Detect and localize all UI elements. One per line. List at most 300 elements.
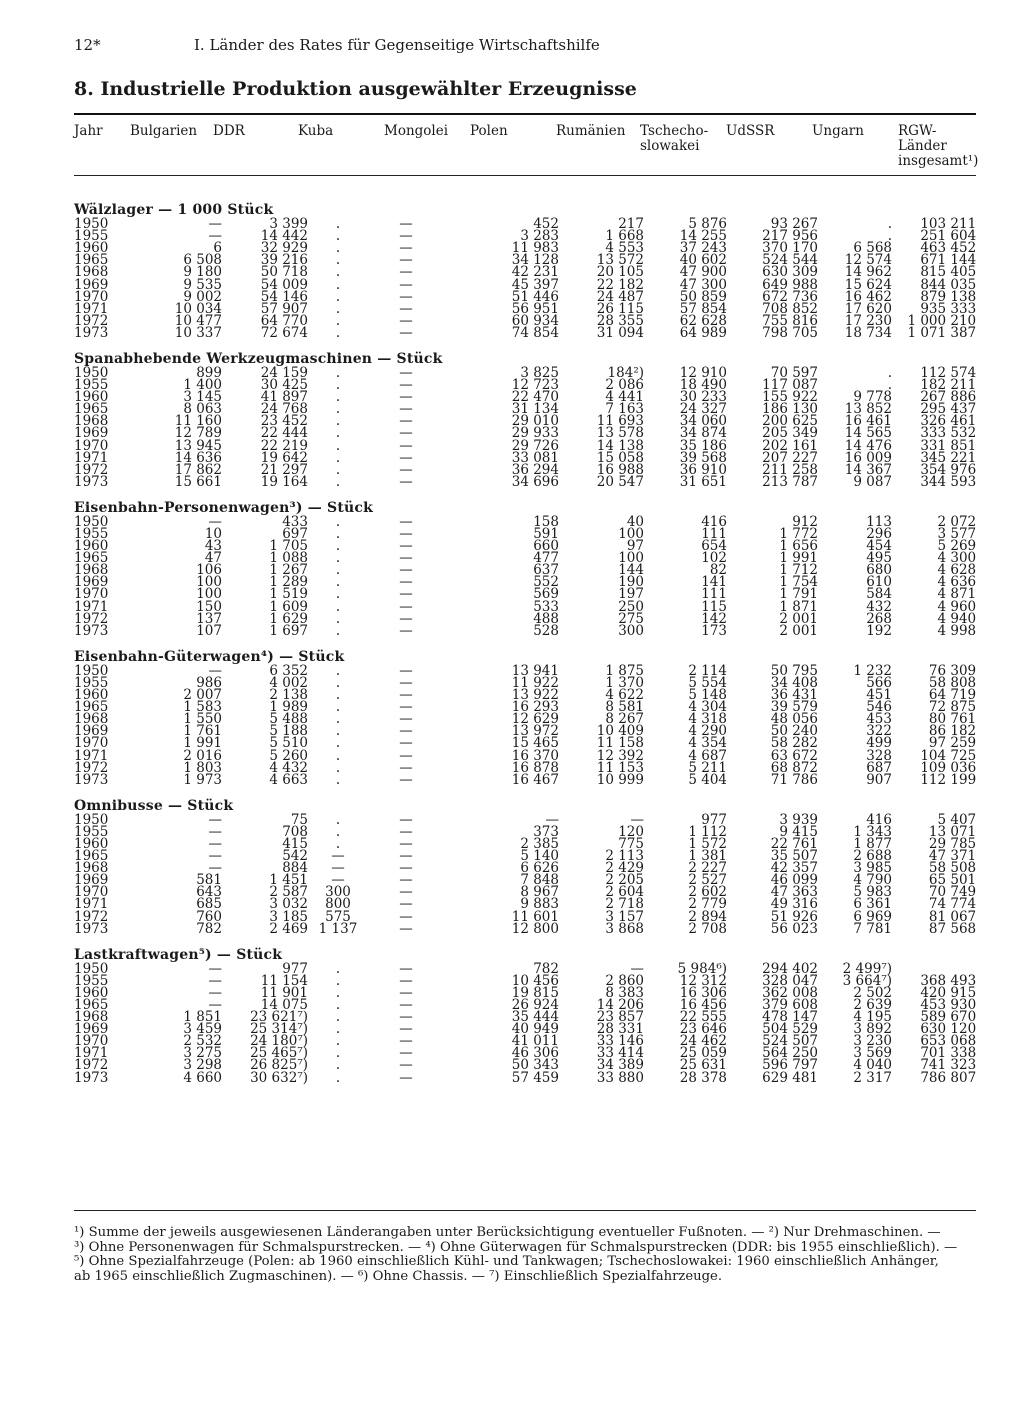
- cell-tschechoslowakei: 14 255: [679, 228, 727, 245]
- cell-udssr: 71 786: [770, 771, 818, 788]
- cell-tschechoslowakei: 115: [701, 598, 727, 615]
- cell-ddr: 24 159: [260, 364, 308, 381]
- cell-year: 1970: [74, 1033, 109, 1050]
- cell-tschechoslowakei: 82: [709, 562, 727, 579]
- cell-kuba: .: [335, 377, 341, 394]
- cell-year: 1950: [74, 960, 109, 977]
- cell-mongolei: —: [399, 674, 413, 691]
- cell-udssr: 42 357: [770, 860, 818, 877]
- cell-udssr: 564 250: [762, 1045, 818, 1062]
- cell-polen: 45 397: [511, 276, 559, 293]
- cell-tschechoslowakei: 142: [701, 610, 727, 627]
- cell-udssr: 504 529: [762, 1021, 818, 1038]
- cell-ungarn: 15 624: [844, 276, 892, 293]
- cell-ungarn: 13 852: [844, 401, 892, 418]
- cell-bulgarien: 6: [213, 240, 222, 257]
- cell-kuba: .: [335, 984, 341, 1001]
- cell-mongolei: —: [399, 526, 413, 543]
- cell-ddr: 3 032: [269, 896, 308, 913]
- cell-tschechoslowakei: 18 490: [679, 377, 727, 394]
- table-row: [74, 923, 976, 935]
- cell-year: 1955: [74, 674, 109, 691]
- cell-ungarn: 268: [866, 610, 892, 627]
- cell-year: 1965: [74, 699, 109, 716]
- cell-tschechoslowakei: 25 631: [679, 1057, 727, 1074]
- cell-ungarn: 416: [866, 811, 892, 828]
- cell-rumaenien: 13 578: [596, 425, 644, 442]
- cell-bulgarien: —: [208, 811, 222, 828]
- cell-rumaenien: 3 157: [605, 908, 644, 925]
- section-header: [74, 488, 976, 516]
- cell-udssr: 1 791: [779, 586, 818, 603]
- cell-year: 1973: [74, 771, 109, 788]
- cell-mongolei: —: [399, 364, 413, 381]
- cell-ungarn: 907: [866, 771, 892, 788]
- column-header-rumaenien: Rumänien: [556, 123, 626, 139]
- cell-udssr: 1 871: [779, 598, 818, 615]
- cell-year: 1955: [74, 377, 109, 394]
- cell-bulgarien: 10 337: [174, 324, 222, 341]
- cell-udssr: 211 258: [762, 461, 818, 478]
- cell-tschechoslowakei: 2 527: [688, 872, 727, 889]
- table-title: 8. Industrielle Produktion ausgewählter Erzeugnisse: [74, 78, 637, 100]
- cell-ungarn: .: [887, 377, 892, 394]
- cell-rgw-total: 267 886: [920, 389, 977, 406]
- cell-ungarn: .: [887, 216, 892, 233]
- cell-udssr: 1 991: [779, 550, 818, 567]
- cell-ungarn: 2 639: [853, 997, 892, 1014]
- cell-mongolei: —: [399, 216, 413, 233]
- cell-bulgarien: 9 180: [183, 264, 222, 281]
- cell-udssr: 912: [792, 513, 818, 530]
- cell-ddr: 1 705: [269, 538, 308, 555]
- cell-rumaenien: 14 138: [596, 437, 644, 454]
- cell-udssr: 524 507: [762, 1033, 818, 1050]
- cell-ddr: 542: [282, 848, 308, 865]
- cell-ungarn: 328: [866, 747, 892, 764]
- cell-mongolei: —: [399, 622, 413, 639]
- cell-year: 1972: [74, 610, 109, 627]
- column-header-kuba: Kuba: [298, 123, 334, 139]
- cell-ungarn: 9 087: [853, 473, 892, 490]
- cell-kuba: .: [335, 997, 341, 1014]
- cell-rgw-total: 104 725: [920, 747, 977, 764]
- cell-udssr: 9 415: [779, 823, 818, 840]
- cell-year: 1971: [74, 449, 109, 466]
- cell-kuba: .: [335, 1021, 341, 1038]
- cell-bulgarien: 100: [196, 574, 222, 591]
- cell-kuba: .: [335, 687, 341, 704]
- column-header-udssr: UdSSR: [726, 123, 775, 139]
- cell-ddr: 23 621⁷): [250, 1009, 308, 1026]
- cell-kuba: —: [331, 860, 345, 877]
- cell-tschechoslowakei: 24 462: [679, 1033, 727, 1050]
- cell-mongolei: —: [399, 461, 413, 478]
- cell-rgw-total: 97 259: [928, 735, 977, 752]
- cell-mongolei: —: [399, 687, 413, 704]
- cell-rumaenien: 33 146: [596, 1033, 644, 1050]
- cell-rgw-total: 29 785: [928, 835, 977, 852]
- cell-udssr: 117 087: [762, 377, 818, 394]
- cell-rgw-total: 453 930: [920, 997, 977, 1014]
- cell-tschechoslowakei: 57 854: [679, 300, 727, 317]
- cell-kuba: .: [335, 473, 341, 490]
- cell-udssr: 34 408: [770, 674, 818, 691]
- cell-mongolei: —: [399, 848, 413, 865]
- cell-kuba: .: [335, 324, 341, 341]
- cell-mongolei: —: [399, 1021, 413, 1038]
- cell-polen: 13 941: [511, 662, 559, 679]
- cell-polen: 13 922: [511, 687, 559, 704]
- cell-ddr: 41 897: [260, 389, 308, 406]
- cell-rgw-total: 109 036: [920, 759, 977, 776]
- cell-rumaenien: 144: [618, 562, 644, 579]
- cell-kuba: .: [335, 216, 341, 233]
- cell-ddr: 1 451: [269, 872, 308, 889]
- cell-ddr: 23 452: [260, 413, 308, 430]
- cell-year: 1971: [74, 300, 109, 317]
- cell-udssr: 1 772: [779, 526, 818, 543]
- cell-rumaenien: 4 622: [605, 687, 644, 704]
- running-title: I. Länder des Rates für Gegenseitige Wirtschaftshilfe: [194, 36, 600, 54]
- cell-mongolei: —: [399, 413, 413, 430]
- cell-year: 1965: [74, 401, 109, 418]
- cell-udssr: 56 023: [770, 920, 818, 937]
- cell-bulgarien: 47: [204, 550, 222, 567]
- cell-bulgarien: 13 945: [174, 437, 222, 454]
- cell-rgw-total: 879 138: [920, 288, 977, 305]
- cell-udssr: 58 282: [770, 735, 818, 752]
- cell-bulgarien: —: [208, 972, 222, 989]
- cell-kuba: .: [335, 1057, 341, 1074]
- cell-tschechoslowakei: 30 233: [679, 389, 727, 406]
- cell-kuba: .: [335, 300, 341, 317]
- cell-ungarn: 2 502: [853, 984, 892, 1001]
- cell-polen: 41 011: [511, 1033, 559, 1050]
- cell-udssr: 202 161: [762, 437, 818, 454]
- cell-ungarn: 6 361: [853, 896, 892, 913]
- cell-bulgarien: 8 063: [183, 401, 222, 418]
- table-row: [74, 476, 976, 488]
- cell-rumaenien: 217: [618, 216, 644, 233]
- cell-mongolei: —: [399, 598, 413, 615]
- cell-rgw-total: 86 182: [928, 723, 977, 740]
- cell-ddr: 884: [282, 860, 308, 877]
- cell-kuba: .: [335, 513, 341, 530]
- cell-tschechoslowakei: 4 290: [688, 723, 727, 740]
- cell-bulgarien: 150: [196, 598, 222, 615]
- cell-kuba: .: [335, 550, 341, 567]
- cell-year: 1973: [74, 622, 109, 639]
- cell-year: 1972: [74, 461, 109, 478]
- cell-rumaenien: 10 409: [596, 723, 644, 740]
- cell-rumaenien: 20 105: [596, 264, 644, 281]
- cell-polen: 15 465: [511, 735, 559, 752]
- cell-polen: 552: [533, 574, 559, 591]
- cell-polen: 51 446: [511, 288, 559, 305]
- cell-polen: 60 934: [511, 312, 559, 329]
- cell-bulgarien: 137: [196, 610, 222, 627]
- cell-rgw-total: 331 851: [920, 437, 977, 454]
- cell-rgw-total: 344 593: [920, 473, 977, 490]
- cell-ddr: 54 146: [260, 288, 308, 305]
- cell-kuba: —: [331, 872, 345, 889]
- cell-udssr: 3 939: [779, 811, 818, 828]
- cell-rumaenien: 100: [618, 526, 644, 543]
- cell-tschechoslowakei: 4 354: [688, 735, 727, 752]
- cell-bulgarien: 2 532: [183, 1033, 222, 1050]
- cell-mongolei: —: [399, 1057, 413, 1074]
- cell-tschechoslowakei: 37 243: [679, 240, 727, 257]
- cell-bulgarien: 17 862: [174, 461, 222, 478]
- cell-rgw-total: 463 452: [920, 240, 977, 257]
- table-row: [74, 625, 976, 637]
- cell-year: 1955: [74, 526, 109, 543]
- cell-ungarn: 192: [866, 622, 892, 639]
- cell-kuba: .: [335, 425, 341, 442]
- cell-tschechoslowakei: 50 859: [679, 288, 727, 305]
- cell-udssr: 200 625: [762, 413, 818, 430]
- cell-rumaenien: 2 860: [605, 972, 644, 989]
- cell-rumaenien: 1 370: [605, 674, 644, 691]
- cell-tschechoslowakei: 1 112: [688, 823, 727, 840]
- cell-tschechoslowakei: 35 186: [679, 437, 727, 454]
- cell-mongolei: —: [399, 312, 413, 329]
- cell-year: 1973: [74, 473, 109, 490]
- cell-rgw-total: 4 940: [937, 610, 977, 627]
- cell-rgw-total: 630 120: [920, 1021, 977, 1038]
- cell-rumaenien: 12 392: [596, 747, 644, 764]
- cell-polen: 3 825: [520, 364, 559, 381]
- cell-bulgarien: —: [208, 848, 222, 865]
- cell-udssr: 50 240: [770, 723, 818, 740]
- cell-bulgarien: 1 851: [183, 1009, 222, 1026]
- cell-tschechoslowakei: 5 984⁶): [677, 960, 727, 977]
- column-header-polen: Polen: [470, 123, 508, 139]
- running-header: [74, 36, 974, 54]
- cell-ddr: 24 768: [260, 401, 308, 418]
- cell-year: 1970: [74, 437, 109, 454]
- cell-ungarn: 584: [866, 586, 892, 603]
- cell-kuba: .: [335, 823, 341, 840]
- cell-year: 1950: [74, 662, 109, 679]
- cell-ungarn: 453: [866, 711, 892, 728]
- cell-ungarn: 113: [866, 513, 892, 530]
- cell-tschechoslowakei: 36 910: [679, 461, 727, 478]
- cell-ungarn: 9 778: [853, 389, 892, 406]
- cell-year: 1969: [74, 723, 109, 740]
- cell-rumaenien: 4 553: [605, 240, 644, 257]
- cell-udssr: 672 736: [762, 288, 818, 305]
- cell-year: 1972: [74, 312, 109, 329]
- cell-rumaenien: 26 115: [596, 300, 644, 317]
- cell-rumaenien: 40: [626, 513, 644, 530]
- cell-tschechoslowakei: 2 602: [688, 884, 727, 901]
- cell-bulgarien: 782: [196, 920, 222, 937]
- cell-kuba: 575: [325, 908, 351, 925]
- cell-rumaenien: 33 880: [596, 1069, 644, 1086]
- cell-kuba: .: [335, 538, 341, 555]
- cell-ungarn: 454: [866, 538, 892, 555]
- cell-rgw-total: 786 807: [920, 1069, 977, 1086]
- cell-ungarn: 12 574: [844, 252, 892, 269]
- cell-tschechoslowakei: 4 318: [688, 711, 727, 728]
- cell-bulgarien: 3 275: [183, 1045, 222, 1062]
- cell-rgw-total: 935 333: [920, 300, 977, 317]
- cell-rgw-total: 5 407: [937, 811, 977, 828]
- cell-tschechoslowakei: 12 910: [679, 364, 727, 381]
- cell-tschechoslowakei: 16 456: [679, 997, 727, 1014]
- cell-ddr: 3 185: [269, 908, 308, 925]
- cell-bulgarien: 2 016: [183, 747, 222, 764]
- cell-bulgarien: 3 145: [183, 389, 222, 406]
- cell-mongolei: —: [399, 1033, 413, 1050]
- cell-rgw-total: 251 604: [920, 228, 977, 245]
- cell-year: 1969: [74, 276, 109, 293]
- cell-rumaenien: 300: [618, 622, 644, 639]
- cell-udssr: 93 267: [770, 216, 818, 233]
- cell-kuba: .: [335, 811, 341, 828]
- cell-udssr: 36 431: [770, 687, 818, 704]
- cell-ddr: 25 314⁷): [250, 1021, 308, 1038]
- cell-tschechoslowakei: 28 378: [679, 1069, 727, 1086]
- cell-rumaenien: —: [630, 960, 644, 977]
- cell-rgw-total: 326 461: [920, 413, 977, 430]
- cell-ungarn: 14 565: [844, 425, 892, 442]
- cell-tschechoslowakei: 2 779: [688, 896, 727, 913]
- section-title: Eisenbahn-Güterwagen⁴) — Stück: [74, 648, 345, 665]
- cell-ddr: 1 289: [269, 574, 308, 591]
- cell-kuba: .: [335, 960, 341, 977]
- cell-rumaenien: 2 718: [605, 896, 644, 913]
- cell-mongolei: —: [399, 835, 413, 852]
- cell-bulgarien: 1 973: [183, 771, 222, 788]
- cell-polen: 57 459: [511, 1069, 559, 1086]
- cell-polen: 40 949: [511, 1021, 559, 1038]
- cell-ddr: 4 663: [269, 771, 308, 788]
- section-title: Wälzlager — 1 000 Stück: [74, 202, 274, 218]
- cell-rgw-total: 76 309: [928, 662, 977, 679]
- cell-rumaenien: 28 331: [596, 1021, 644, 1038]
- cell-mongolei: —: [399, 997, 413, 1014]
- cell-polen: 29 726: [511, 437, 559, 454]
- cell-polen: 3 283: [520, 228, 559, 245]
- cell-year: 1973: [74, 324, 109, 341]
- cell-ungarn: 17 230: [844, 312, 892, 329]
- cell-udssr: 294 402: [762, 960, 818, 977]
- cell-ddr: 1 697: [269, 622, 308, 639]
- cell-polen: 34 696: [511, 473, 559, 490]
- cell-ungarn: 3 664⁷): [842, 972, 892, 989]
- cell-bulgarien: —: [208, 860, 222, 877]
- cell-bulgarien: 1 550: [183, 711, 222, 728]
- cell-rumaenien: 8 581: [605, 699, 644, 716]
- cell-mongolei: —: [399, 377, 413, 394]
- cell-tschechoslowakei: 2 708: [688, 920, 727, 937]
- cell-bulgarien: 1 400: [183, 377, 222, 394]
- cell-bulgarien: 106: [196, 562, 222, 579]
- cell-rumaenien: 11 153: [596, 759, 644, 776]
- cell-tschechoslowakei: 2 114: [688, 662, 727, 679]
- cell-ungarn: 3 985: [853, 860, 892, 877]
- section-header: [74, 637, 976, 665]
- cell-rumaenien: 184²): [607, 364, 644, 381]
- cell-kuba: .: [335, 401, 341, 418]
- cell-udssr: 46 099: [770, 872, 818, 889]
- cell-rgw-total: 701 338: [920, 1045, 977, 1062]
- cell-ddr: 21 297: [260, 461, 308, 478]
- cell-polen: 660: [533, 538, 559, 555]
- cell-year: 1950: [74, 364, 109, 381]
- cell-ungarn: 1 343: [853, 823, 892, 840]
- cell-rgw-total: 5 269: [937, 538, 977, 555]
- cell-rumaenien: 1 668: [605, 228, 644, 245]
- cell-rgw-total: 354 976: [920, 461, 977, 478]
- cell-tschechoslowakei: 111: [701, 526, 727, 543]
- cell-ddr: 1 519: [269, 586, 308, 603]
- cell-mongolei: —: [399, 1009, 413, 1026]
- cell-ungarn: 2 499⁷): [842, 960, 892, 977]
- cell-rgw-total: 4 628: [937, 562, 977, 579]
- section-title: Lastkraftwagen⁵) — Stück: [74, 946, 283, 963]
- cell-bulgarien: 4 660: [183, 1069, 222, 1086]
- cell-rumaenien: 275: [618, 610, 644, 627]
- cell-polen: 12 800: [511, 920, 559, 937]
- cell-year: 1969: [74, 425, 109, 442]
- cell-kuba: 800: [325, 896, 351, 913]
- cell-year: 1973: [74, 1069, 109, 1086]
- cell-polen: 36 294: [511, 461, 559, 478]
- cell-kuba: .: [335, 662, 341, 679]
- cell-mongolei: —: [399, 437, 413, 454]
- cell-ddr: 14 442: [260, 228, 308, 245]
- cell-mongolei: —: [399, 473, 413, 490]
- cell-ddr: 1 609: [269, 598, 308, 615]
- cell-rgw-total: 13 071: [928, 823, 977, 840]
- cell-rgw-total: 112 199: [920, 771, 977, 788]
- cell-ungarn: 451: [866, 687, 892, 704]
- cell-year: 1965: [74, 848, 109, 865]
- cell-ddr: 433: [282, 513, 308, 530]
- cell-mongolei: —: [399, 984, 413, 1001]
- cell-rgw-total: 345 221: [920, 449, 977, 466]
- cell-ddr: 64 770: [260, 312, 308, 329]
- cell-year: 1960: [74, 687, 109, 704]
- cell-tschechoslowakei: 416: [701, 513, 727, 530]
- cell-polen: 2 385: [520, 835, 559, 852]
- cell-udssr: 370 170: [762, 240, 818, 257]
- cell-mongolei: —: [399, 747, 413, 764]
- cell-ungarn: 2 688: [853, 848, 892, 865]
- cell-polen: 22 470: [511, 389, 559, 406]
- cell-tschechoslowakei: 1 572: [688, 835, 727, 852]
- cell-kuba: .: [335, 1009, 341, 1026]
- footnote-line: ³) Ohne Personenwagen für Schmalspurstrecken. — ⁴) Ohne Güterwagen für Schmalspurstrecken (DDR: bis 1955 einschließlich). —: [74, 1239, 958, 1255]
- cell-udssr: 708 852: [762, 300, 818, 317]
- cell-year: 1970: [74, 884, 109, 901]
- cell-rgw-total: 58 808: [928, 674, 977, 691]
- cell-mongolei: —: [399, 324, 413, 341]
- cell-tschechoslowakei: 173: [701, 622, 727, 639]
- cell-polen: 533: [533, 598, 559, 615]
- cell-rumaenien: 2 113: [605, 848, 644, 865]
- cell-udssr: 39 579: [770, 699, 818, 716]
- cell-mongolei: —: [399, 425, 413, 442]
- cell-ddr: 3 399: [269, 216, 308, 233]
- cell-tschechoslowakei: 2 894: [688, 908, 727, 925]
- cell-rumaenien: 23 857: [596, 1009, 644, 1026]
- section-header: [74, 935, 976, 963]
